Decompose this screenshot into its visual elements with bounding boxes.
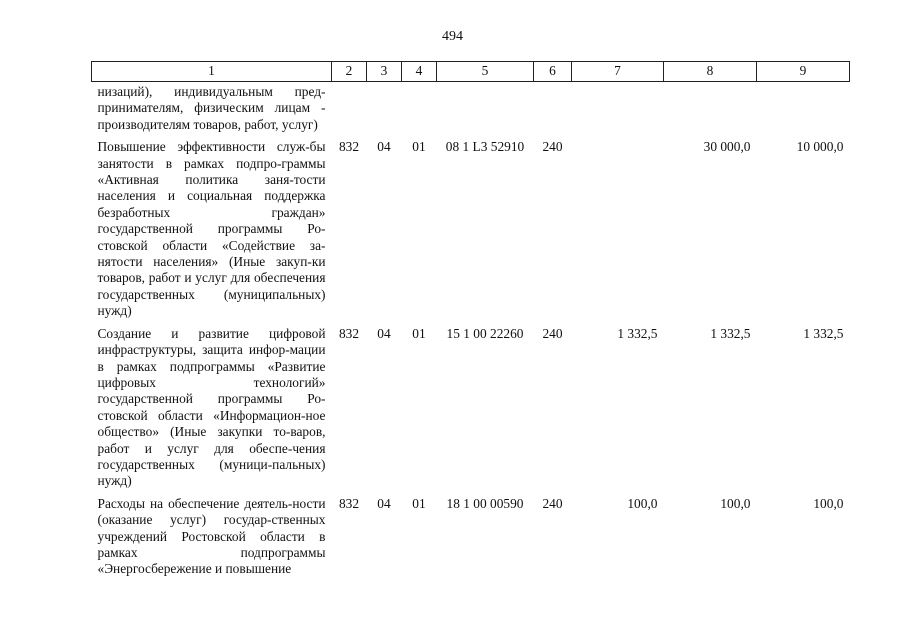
target-article-code: 08 1 L3 52910 (445, 139, 525, 155)
section-code: 04 (377, 495, 391, 511)
ministry-code: 832 (338, 139, 360, 155)
column-header: 2 (332, 62, 367, 82)
amount-col7: 1 332,5 (617, 325, 658, 341)
amount-col9: 1 332,5 (803, 325, 844, 341)
row-description: Создание и развитие цифровой инфраструктуры, защита инфор-мации в рамках подпрограммы «Развитие цифровых технологий» государственной программы Ро-стовской области «Информацион-ное общество» (Иные закупки то-варов, работ и услуг для обеспе-чения государственных (муници-пальных) нужд) (97, 325, 326, 489)
expense-type-code: 240 (542, 495, 563, 511)
budget-table (91, 61, 850, 578)
section-code: 04 (377, 139, 391, 155)
amount-col8 (664, 82, 757, 134)
amount-col8: 100,0 (720, 495, 751, 511)
row-description: Повышение эффективности служ-бы занятости в рамках подпро-граммы «Активная политика заня-тости населения и социальная поддержка безработных граждан» государственной программы Ро-стовской области «Содействие за-нятости населения» (Иные закуп-ки товаров, работ и услуг для обеспечения государственных (муниципальных) нужд) (97, 139, 326, 319)
section-code (367, 82, 402, 134)
expense-type-code: 240 (542, 139, 563, 155)
amount-col9: 10 000,0 (796, 139, 844, 155)
row-description: Расходы на обеспечение деятель-ности (оказание услуг) государ-ственных учреждений Ростовской области в рамках подпрограммы «Энергосбережение и повышение (97, 495, 326, 577)
ministry-code: 832 (338, 325, 360, 341)
amount-col8: 1 332,5 (710, 325, 751, 341)
table-row (92, 133, 850, 319)
expense-type-code (534, 82, 572, 134)
target-article-code: 18 1 00 00590 (446, 495, 524, 511)
subsection-code: 01 (412, 495, 426, 511)
column-header: 5 (437, 62, 534, 82)
target-article-code (437, 82, 534, 134)
table-row (92, 82, 850, 134)
amount-col8: 30 000,0 (703, 139, 751, 155)
column-header: 1 (92, 62, 332, 82)
target-article-code: 15 1 00 22260 (446, 325, 524, 341)
column-header: 4 (402, 62, 437, 82)
amount-col9: 100,0 (813, 495, 844, 511)
subsection-code (402, 82, 437, 134)
column-header: 6 (534, 62, 572, 82)
page-number: 494 (442, 29, 463, 44)
table-header-row (92, 62, 850, 82)
table-row (92, 320, 850, 490)
column-header: 7 (572, 62, 664, 82)
expense-type-code: 240 (542, 325, 563, 341)
section-code: 04 (377, 325, 391, 341)
column-header: 3 (367, 62, 402, 82)
subsection-code: 01 (412, 139, 426, 155)
amount-col7: 100,0 (627, 495, 658, 511)
table-row (92, 490, 850, 578)
column-header: 9 (757, 62, 850, 82)
amount-col7 (572, 82, 664, 134)
ministry-code (332, 82, 367, 134)
amount-col7 (572, 133, 664, 319)
subsection-code: 01 (412, 325, 426, 341)
column-header: 8 (664, 62, 757, 82)
amount-col9 (757, 82, 850, 134)
row-description: низаций), индивидуальным пред-принимателям, физическим лицам - производителям товаров, работ, услуг) (97, 84, 326, 132)
ministry-code: 832 (338, 495, 360, 511)
